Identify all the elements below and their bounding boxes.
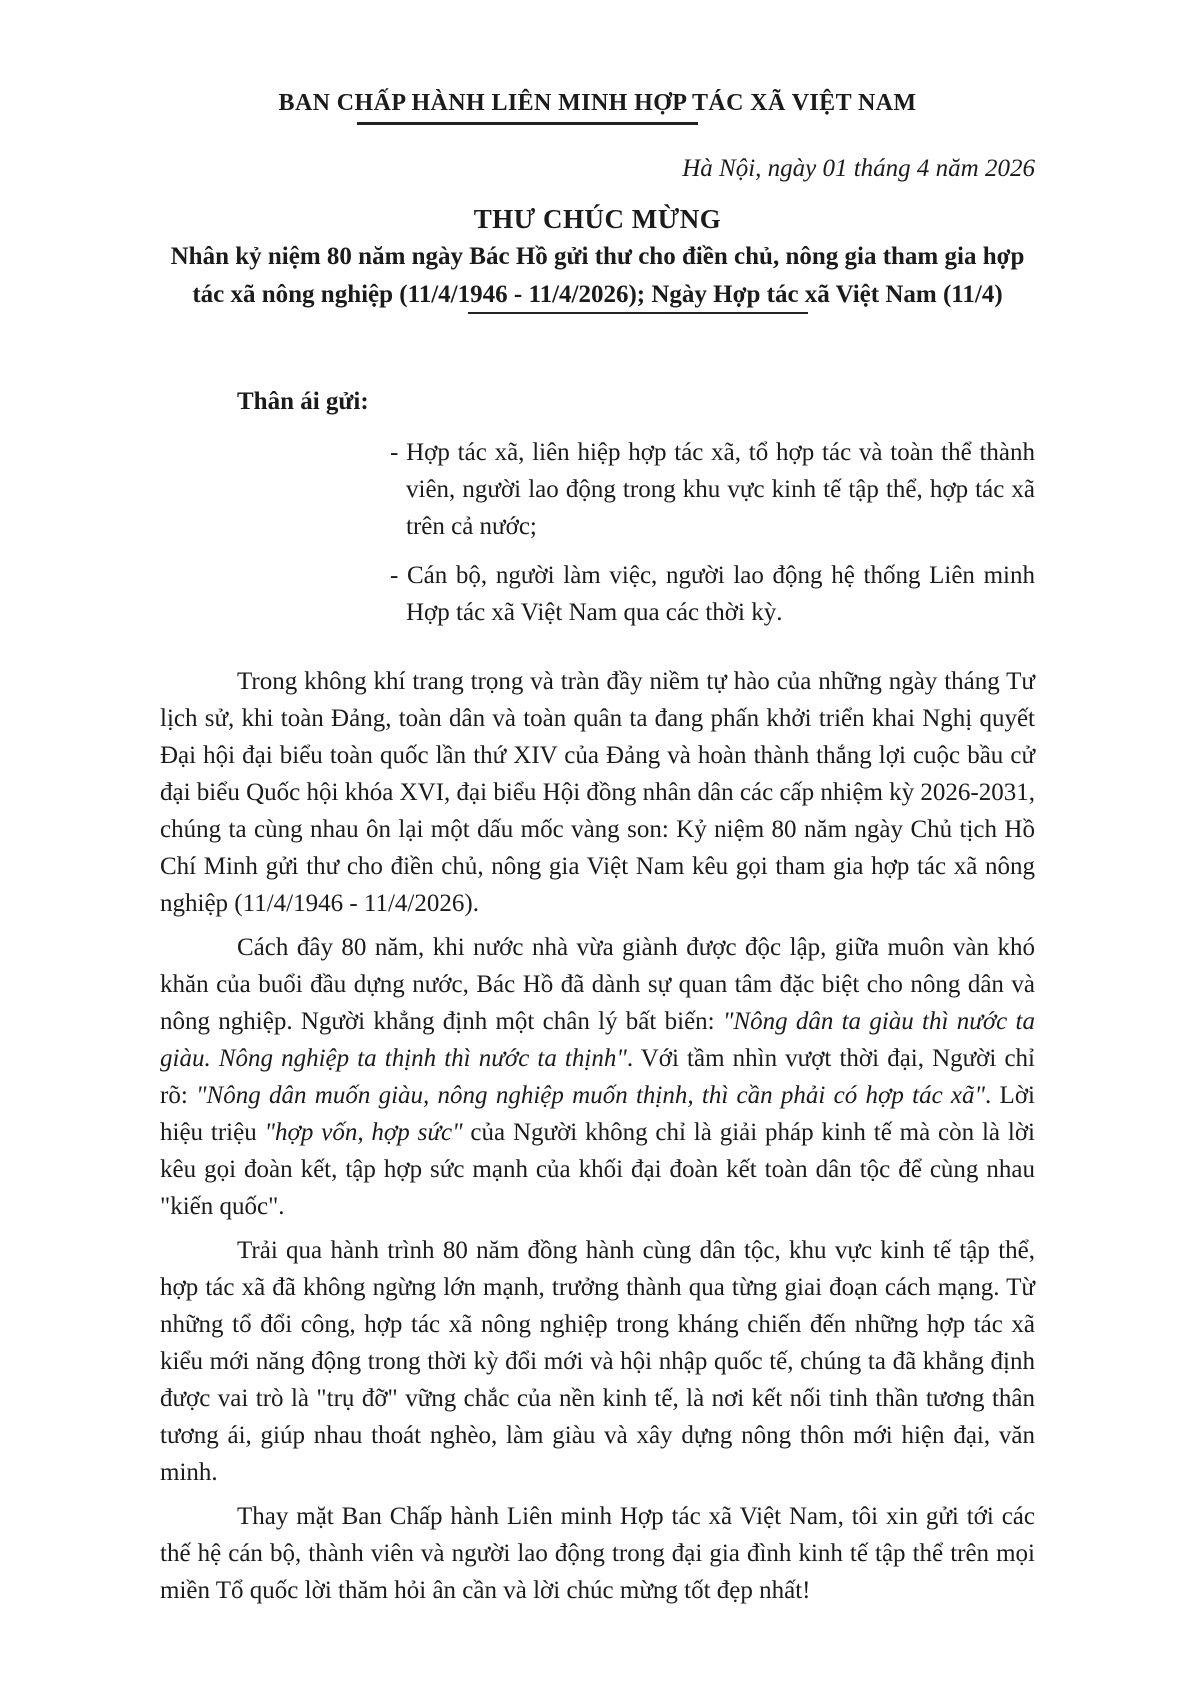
paragraph-text: Thay mặt Ban Chấp hành Liên minh Hợp tác xã Việt Nam, tôi xin gửi tới các thế hệ cán bộ, thành viên và người lao động trong đại gia đình kinh tế tập thể trên mọi miền Tổ quốc lời thăm hỏi ân cần và lời chúc mừng tốt đẹp nhất! (160, 1503, 1035, 1604)
paragraph-text: của Người không chỉ là giải pháp kinh tế mà còn là lời kêu gọi đoàn kết, tập hợp sức mạnh của khối đại đoàn kết toàn dân tộc để cùng nhau "kiến quốc". (160, 1119, 1035, 1220)
quoted-italic-text: "hợp vốn, hợp sức" (264, 1119, 463, 1146)
paragraph-text: Trong không khí trang trọng và tràn đầy niềm tự hào của những ngày tháng Tư lịch sử, khi toàn Đảng, toàn dân và toàn quân ta đang phấn khởi triển khai Nghị quyết Đại hội đại biểu toàn quốc lần thứ XIV của Đảng và hoàn thành thắng lợi cuộc bầu cử đại biểu Quốc hội khóa XVI, đại biểu Hội đồng nhân dân các cấp nhiệm kỳ 2026-2031, chúng ta cùng nhau ôn lại một dấu mốc vàng son: Kỷ niệm 80 năm ngày Chủ tịch Hồ Chí Minh gửi thư cho điền chủ, nông gia Việt Nam kêu gọi tham gia hợp tác xã nông nghiệp (11/4/1946 - 11/4/2026). (160, 668, 1035, 917)
organization-header-underline (357, 122, 698, 125)
paragraph-text: Trải qua hành trình 80 năm đồng hành cùng dân tộc, khu vực kinh tế tập thể, hợp tác xã đã không ngừng lớn mạnh, trưởng thành qua từng giai đoạn cách mạng. Từ những tổ đổi công, hợp tác xã nông nghiệp trong kháng chiến đến những hợp tác xã kiểu mới năng động trong thời kỳ đổi mới và hội nhập quốc tế, chúng ta đã khẳng định được vai trò là "trụ đỡ" vững chắc của nền kinh tế, là nơi kết nối tinh thần tương thân tương ái, giúp nhau thoát nghèo, làm giàu và xây dựng nông thôn mới hiện đại, văn minh. (160, 1237, 1035, 1486)
quoted-italic-text: "Nông dân ta giàu thì nước ta giàu. Nông nghiệp ta thịnh thì nước ta thịnh" (160, 1008, 1035, 1072)
body-paragraph (160, 663, 1035, 922)
letter-subtitle: Nhân kỷ niệm 80 năm ngày Bác Hồ gửi thư cho điền chủ, nông gia tham gia hợp tác xã nông nghiệp (11/4/1946 - 11/4/2026); Ngày Hợp tác xã Việt Nam (11/4) (170, 243, 1025, 308)
letter-title: THƯ CHÚC MỪNG (473, 204, 722, 234)
body-paragraph (160, 929, 1035, 1225)
body-paragraph (160, 1232, 1035, 1491)
paragraph-text: . Với tầm nhìn vượt thời đại, Người chỉ rõ: (160, 1045, 1035, 1109)
quoted-italic-text: "Nông dân muốn giàu, nông nghiệp muốn thịnh, thì cần phải có hợp tác xã" (196, 1082, 986, 1109)
salutation: Thân ái gửi: (237, 388, 369, 415)
paragraph-text: . Lời hiệu triệu (160, 1082, 1035, 1146)
paragraph-text: Cách đây 80 năm, khi nước nhà vừa giành được độc lập, giữa muôn vàn khó khăn của buổi đầu dựng nước, Bác Hồ đã dành sự quan tâm đặc biệt cho nông dân và nông nghiệp. Người khẳng định một chân lý bất biến: (160, 934, 1035, 1035)
organization-header: BAN CHẤP HÀNH LIÊN MINH HỢP TÁC XÃ VIỆT NAM (278, 90, 917, 116)
dateline: Hà Nội, ngày 01 tháng 4 năm 2026 (682, 155, 1035, 182)
recipient-item: - Hợp tác xã, liên hiệp hợp tác xã, tổ hợp tác và toàn thể thành viên, người lao động trong khu vực kinh tế tập thể, hợp tác xã trên cả nước; (390, 439, 1035, 540)
recipient-item: - Cán bộ, người làm việc, người lao động hệ thống Liên minh Hợp tác xã Việt Nam qua các thời kỳ. (390, 562, 1035, 626)
body-paragraph (160, 1498, 1035, 1609)
body-paragraphs (160, 663, 1035, 1609)
recipient-list (160, 434, 1035, 631)
